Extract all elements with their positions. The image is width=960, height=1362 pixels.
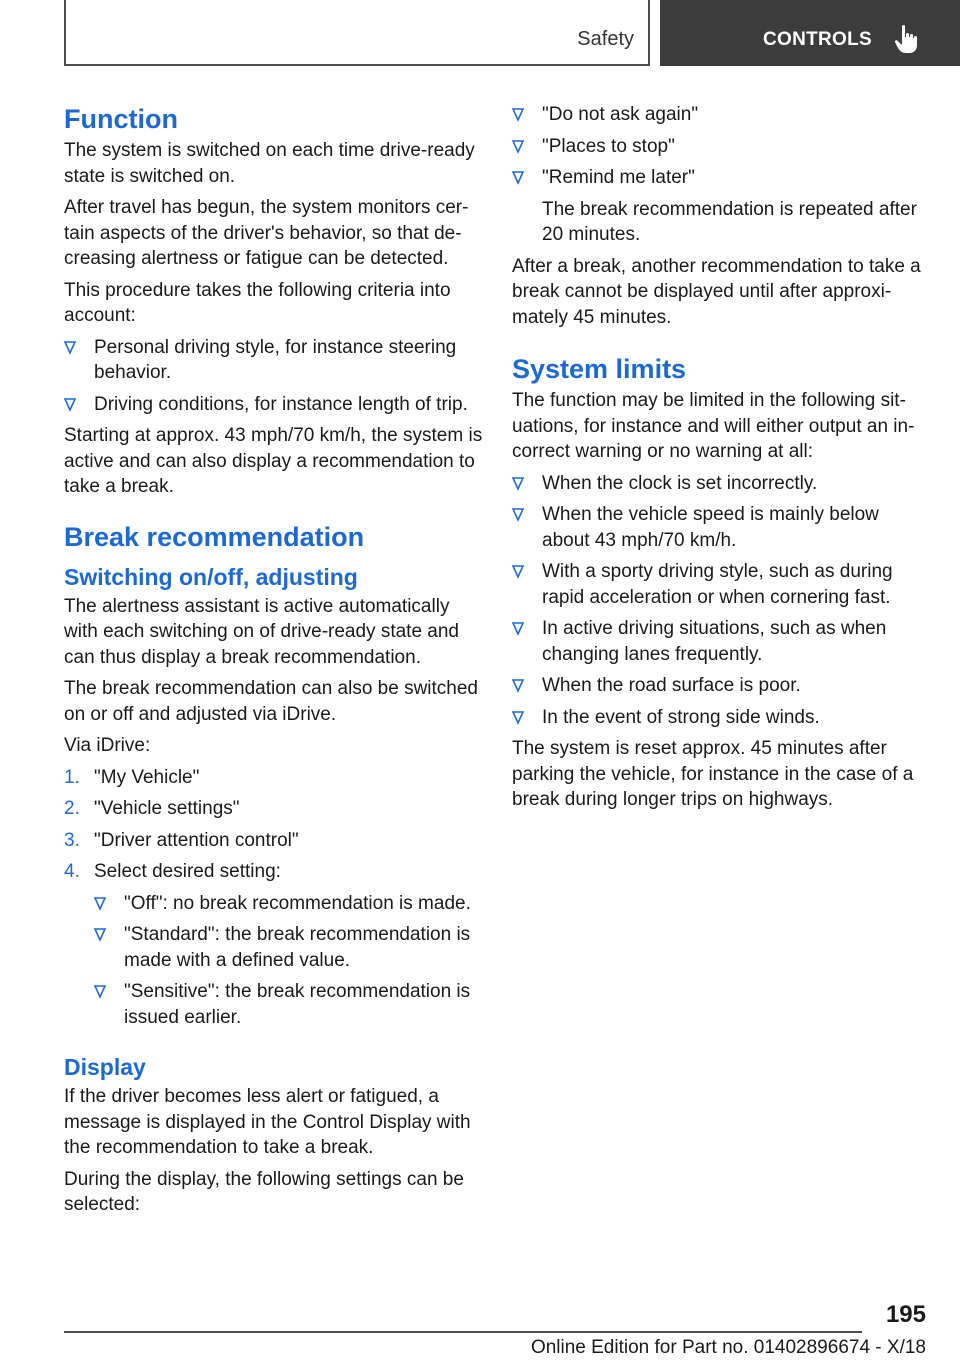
- list-item-text: Personal driving style, for instance steering behavior.: [94, 336, 457, 383]
- list-item: [512, 673, 930, 699]
- display-paragraph-1: If the driver becomes less alert or fatigued, a message is displayed in the Control Display with the recommendation to take a break.: [64, 1086, 471, 1158]
- section-title: Safety: [577, 28, 634, 50]
- step-item: [64, 859, 484, 885]
- list-item: [512, 471, 930, 497]
- reset-paragraph: The system is reset approx. 45 minutes after parking the vehicle, for instance in the case of a break during longer trips on highways.: [512, 738, 914, 810]
- triangle-bullet-icon: [512, 565, 524, 579]
- list-item-text: When the vehicle speed is mainly below about 43 mph/70 km/h.: [542, 504, 879, 551]
- list-item-text: "Standard": the break recommendation is made with a defined value.: [124, 924, 471, 971]
- footer-divider: [64, 1331, 862, 1333]
- list-item-text: "Remind me later": [542, 167, 695, 188]
- limits-paragraph: The function may be limited in the following situations, for instance and will either output an incorrect warning or no warning at all:: [512, 390, 915, 462]
- list-item: [512, 165, 930, 191]
- list-item: [64, 335, 484, 386]
- step-item: [64, 765, 484, 791]
- display-heading: Display: [64, 1054, 146, 1080]
- criteria-list: [64, 335, 484, 418]
- triangle-bullet-icon: [512, 108, 524, 122]
- switch-paragraph-1: The alertness assistant is active automatically with each switching on of drive-ready state and can thus display a break recommendation.: [64, 595, 459, 668]
- remind-later-note: The break recommendation is repeated after 20 minutes.: [542, 198, 917, 245]
- triangle-bullet-icon: [512, 171, 524, 185]
- step-number: 3.: [64, 829, 80, 851]
- triangle-bullet-icon: [512, 711, 524, 725]
- function-heading: Function: [64, 104, 178, 134]
- list-item-text: In the event of strong side winds.: [542, 706, 820, 728]
- list-item: [512, 559, 930, 610]
- system-limits-heading: System limits: [512, 354, 687, 384]
- left-column: [64, 102, 484, 1224]
- list-item-text: "Off": no break recommendation is made.: [124, 892, 471, 914]
- function-paragraph-2: After travel has begun, the system monitors certain aspects of the driver's behavior, so that decreasing alertness or fatigue can be detected.: [64, 197, 469, 269]
- triangle-bullet-icon: [512, 477, 524, 491]
- list-item-text: "Do not ask again": [542, 104, 699, 125]
- list-item-text: "Places to stop": [542, 135, 675, 157]
- triangle-bullet-icon: [94, 985, 106, 999]
- step-text: "Driver attention control": [94, 829, 299, 851]
- header-section-box: [64, 0, 650, 66]
- list-item-text: "Sensitive": the break recommendation is issued earlier.: [124, 981, 471, 1028]
- step-item: [64, 828, 484, 854]
- list-item-text: When the clock is set incorrectly.: [542, 472, 818, 494]
- step-item: [64, 796, 484, 822]
- edition-note: Online Edition for Part no. 01402896674 - X/18: [530, 1337, 926, 1358]
- header-chapter-box: [660, 0, 960, 66]
- triangle-bullet-icon: [512, 140, 524, 154]
- list-item: [512, 134, 930, 160]
- break-recommendation-heading: Break recommendation: [64, 521, 365, 552]
- chapter-title: CONTROLS: [763, 29, 873, 50]
- list-item: [94, 922, 484, 973]
- list-item-text: When the road surface is poor.: [542, 675, 801, 696]
- triangle-bullet-icon: [512, 679, 524, 693]
- step-number: 2.: [64, 798, 80, 819]
- triangle-bullet-icon: [512, 508, 524, 522]
- step-number: 4.: [64, 861, 80, 882]
- switch-paragraph-3: Via iDrive:: [64, 735, 151, 756]
- list-item: [94, 891, 484, 917]
- list-item: [512, 502, 930, 553]
- list-item: [512, 102, 930, 128]
- after-break-paragraph: After a break, another recommendation to take a break cannot be displayed until after approximately 45 minutes.: [512, 255, 921, 328]
- step-text: "My Vehicle": [94, 766, 200, 788]
- step-number: 1.: [64, 766, 80, 788]
- list-item-text: With a sporty driving style, such as during rapid acceleration or when cornering fast.: [542, 561, 893, 608]
- list-item: [94, 979, 484, 1030]
- idrive-steps-list: [64, 765, 484, 885]
- display-options-list: [512, 102, 930, 191]
- triangle-bullet-icon: [94, 897, 106, 911]
- list-item-text: In active driving situations, such as when changing lanes frequently.: [542, 618, 887, 665]
- triangle-bullet-icon: [64, 341, 76, 355]
- function-paragraph-4: Starting at approx. 43 mph/70 km/h, the system is active and can also display a recommendation to take a break.: [64, 425, 483, 497]
- triangle-bullet-icon: [94, 928, 106, 942]
- display-paragraph-2: During the display, the following settings can be selected:: [64, 1168, 464, 1215]
- pointing-hand-icon: [894, 24, 920, 54]
- list-item-text: Driving conditions, for instance length of trip.: [94, 393, 468, 415]
- list-item: [512, 616, 930, 667]
- triangle-bullet-icon: [512, 622, 524, 636]
- switch-paragraph-2: The break recommendation can also be switched on or off and adjusted via iDrive.: [64, 678, 479, 725]
- limits-list: [512, 471, 930, 731]
- triangle-bullet-icon: [64, 398, 76, 412]
- function-paragraph-1: The system is switched on each time drive-ready state is switched on.: [64, 140, 475, 187]
- settings-sublist: [94, 891, 484, 1031]
- step-text: "Vehicle settings": [94, 798, 240, 819]
- switching-heading: Switching on/off, adjusting: [64, 563, 358, 590]
- list-item: [512, 705, 930, 731]
- function-paragraph-3: This procedure takes the following criteria into account:: [64, 279, 451, 326]
- step-text: Select desired setting:: [94, 861, 281, 882]
- page-number: 195: [885, 1301, 926, 1328]
- right-column: [512, 102, 930, 819]
- list-item: [64, 392, 484, 418]
